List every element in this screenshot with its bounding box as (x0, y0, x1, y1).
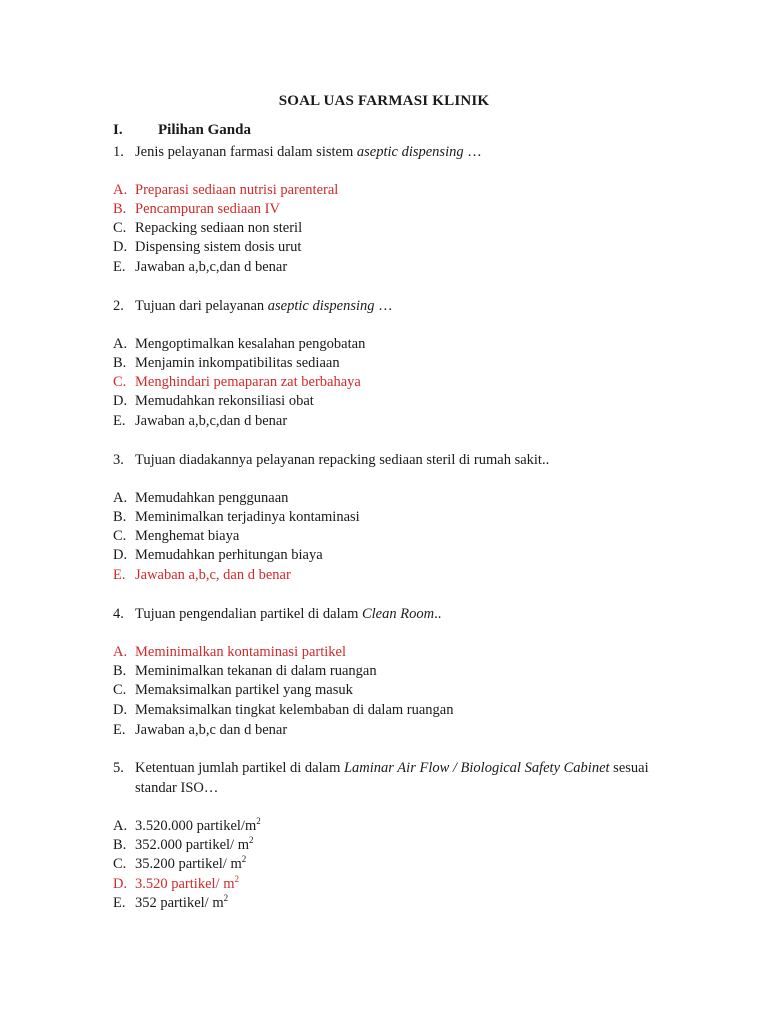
question-stem: Tujuan pengendalian partikel di dalam (135, 606, 359, 622)
option-text: Menghindari pemaparan zat berbahaya (135, 374, 361, 390)
option-text: Memudahkan rekonsiliasi obat (135, 393, 314, 409)
option-label: D. (113, 547, 128, 563)
option-3-a (113, 489, 288, 508)
option-label: D. (113, 239, 128, 255)
option-label: A. (113, 818, 128, 834)
option-label: B. (113, 509, 127, 525)
question-number: 2. (113, 298, 124, 314)
option-5-e (113, 894, 228, 913)
option-text: 352.000 partikel/ m (135, 837, 249, 853)
option-text: Dispensing sistem dosis urut (135, 239, 302, 255)
option-text: Preparasi sediaan nutrisi parenteral (135, 182, 339, 198)
option-4-e (113, 721, 287, 740)
question-tail: … (374, 298, 393, 314)
question-number: 5. (113, 760, 124, 776)
option-label: A. (113, 182, 128, 198)
section-number: I. (113, 122, 123, 138)
option-1-e (113, 258, 287, 277)
option-label: C. (113, 220, 127, 236)
option-4-d (113, 701, 454, 720)
option-label: E. (113, 895, 126, 911)
option-3-c (113, 527, 239, 546)
question-5 (113, 759, 649, 778)
question-text (135, 298, 393, 314)
option-label: A. (113, 336, 128, 352)
option-1-a (113, 181, 338, 200)
option-superscript: 2 (256, 816, 261, 826)
option-text: Memaksimalkan tingkat kelembaban di dalam ruangan (135, 702, 454, 718)
option-label: B. (113, 837, 127, 853)
option-label: C. (113, 682, 127, 698)
question-4 (113, 605, 441, 624)
option-label: B. (113, 355, 127, 371)
option-5-a (113, 817, 261, 836)
option-4-a (113, 643, 346, 662)
option-text: 3.520 partikel/ m (135, 876, 235, 892)
option-2-d (113, 392, 314, 411)
question-tail: … (463, 144, 482, 160)
option-5-b (113, 836, 253, 855)
option-superscript: 2 (234, 874, 239, 884)
option-2-b (113, 354, 340, 373)
option-text: Memudahkan penggunaan (135, 490, 289, 506)
section-heading (113, 122, 251, 139)
option-text: Repacking sediaan non steril (135, 220, 303, 236)
question-number: 1. (113, 144, 124, 160)
option-text: Pencampuran sediaan IV (135, 201, 280, 217)
option-label: D. (113, 393, 128, 409)
section-label: Pilihan Ganda (158, 122, 251, 138)
option-label: B. (113, 201, 127, 217)
question-stem: Ketentuan jumlah partikel di dalam (135, 760, 341, 776)
question-italic-term: Laminar Air Flow / Biological Safety Cabinet (343, 760, 610, 776)
option-3-b (113, 508, 360, 527)
option-text: 3.520.000 partikel/m (135, 818, 257, 834)
option-3-e (113, 566, 291, 585)
option-3-d (113, 546, 323, 565)
option-text: 35.200 partikel/ m (135, 856, 242, 872)
option-text: Mengoptimalkan kesalahan pengobatan (135, 336, 366, 352)
question-text (135, 144, 482, 160)
question-tail: .. (434, 606, 442, 622)
option-text: Meminimalkan kontaminasi partikel (135, 644, 347, 660)
option-label: D. (113, 876, 128, 892)
option-text: Meminimalkan tekanan di dalam ruangan (135, 663, 377, 679)
option-2-e (113, 412, 287, 431)
option-label: C. (113, 374, 127, 390)
question-3 (113, 451, 549, 470)
question-stem: Tujuan dari pelayanan (135, 298, 265, 314)
option-label: E. (113, 413, 126, 429)
option-1-b (113, 200, 280, 219)
question-text (135, 606, 441, 622)
option-superscript: 2 (248, 835, 254, 845)
option-text: Memaksimalkan partikel yang masuk (135, 682, 353, 698)
option-label: C. (113, 528, 127, 544)
question-number: 4. (113, 606, 124, 622)
option-2-a (113, 335, 365, 354)
question-number: 3. (113, 452, 124, 468)
option-text: 352 partikel/ m (135, 895, 224, 911)
option-label: E. (113, 722, 126, 738)
question-text (135, 452, 549, 468)
option-label: E. (113, 567, 126, 583)
option-text: Menghemat biaya (135, 528, 240, 544)
option-4-b (113, 662, 377, 681)
option-5-c (113, 855, 246, 874)
option-superscript: 2 (241, 854, 247, 864)
option-text: Memudahkan perhitungan biaya (135, 547, 323, 563)
question-tail: sesuai (609, 760, 649, 776)
option-5-d (113, 875, 239, 894)
option-4-c (113, 681, 353, 700)
option-1-d (113, 238, 301, 257)
option-text: Jawaban a,b,c,dan d benar (135, 259, 288, 275)
option-1-c (113, 219, 302, 238)
question-stem: Tujuan diadakannya pelayanan repacking sediaan steril di rumah sakit.. (135, 452, 550, 468)
question-text (135, 760, 649, 776)
question-2 (113, 297, 393, 316)
option-label: B. (113, 663, 127, 679)
option-label: C. (113, 856, 127, 872)
option-2-c (113, 373, 361, 392)
option-label: A. (113, 644, 128, 660)
option-text: Menjamin inkompatibilitas sediaan (135, 355, 340, 371)
document-title: SOAL UAS FARMASI KLINIK (278, 93, 490, 109)
option-text: Jawaban a,b,c dan d benar (135, 722, 288, 738)
option-text: Jawaban a,b,c,dan d benar (135, 413, 288, 429)
option-text: Jawaban a,b,c, dan d benar (135, 567, 291, 583)
option-text: Meminimalkan terjadinya kontaminasi (135, 509, 360, 525)
question-italic-term: Clean Room (361, 606, 435, 622)
question-stem: Jenis pelayanan farmasi dalam sistem (135, 144, 354, 160)
question-1 (113, 143, 482, 162)
option-label: E. (113, 259, 126, 275)
question-continuation: standar ISO… (135, 780, 219, 796)
question-italic-term: aseptic dispensing (267, 298, 375, 314)
option-superscript: 2 (223, 893, 229, 903)
question-italic-term: aseptic dispensing (356, 144, 464, 160)
option-label: A. (113, 490, 128, 506)
option-label: D. (113, 702, 128, 718)
